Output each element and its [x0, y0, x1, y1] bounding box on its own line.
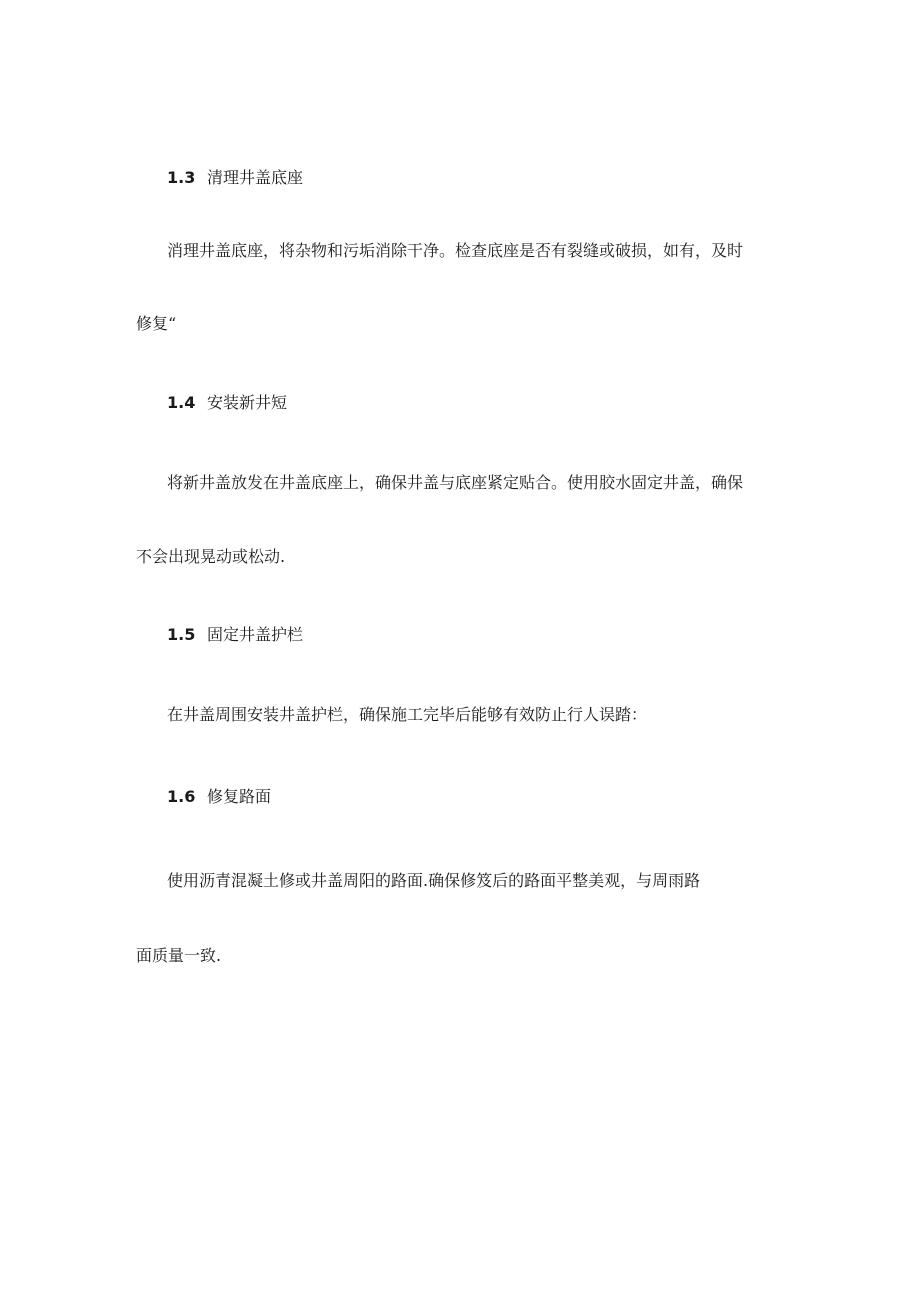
paragraph-line: 使用沥青混凝土修或井盖周阳的路面.确保修笈后的路面平整美观，与周雨路 [167, 871, 701, 890]
section-heading-1-6 [167, 786, 271, 808]
section-number: 1.5 [167, 625, 196, 644]
paragraph-line: 修复“ [136, 314, 177, 333]
paragraph-line: 在井盖周围安装井盖护栏，确保施工完毕后能够有效防止行人误踏： [167, 705, 648, 724]
paragraph-line: 消理井盖底座，将杂物和污垢消除干净。检查底座是否有裂缝或破损，如有，及时 [167, 241, 744, 260]
paragraph-line: 不会出现晃动或松动. [136, 547, 286, 566]
section-heading-1-3 [167, 167, 303, 189]
section-heading-1-5 [167, 624, 303, 646]
section-number: 1.4 [167, 393, 196, 412]
section-title: 固定井盖护栏 [207, 625, 304, 644]
section-title: 安装新井短 [207, 393, 288, 412]
paragraph-line: 面质量一致. [136, 946, 222, 965]
section-title: 清理井盖底座 [207, 168, 304, 187]
section-heading-1-4 [167, 392, 287, 414]
paragraph-line: 将新井盖放发在井盖底座上，确保井盖与底座紧定贴合。使用胶水固定井盖，确保 [167, 473, 744, 492]
section-number: 1.6 [167, 787, 196, 806]
section-title: 修复路面 [207, 787, 272, 806]
section-number: 1.3 [167, 168, 196, 187]
